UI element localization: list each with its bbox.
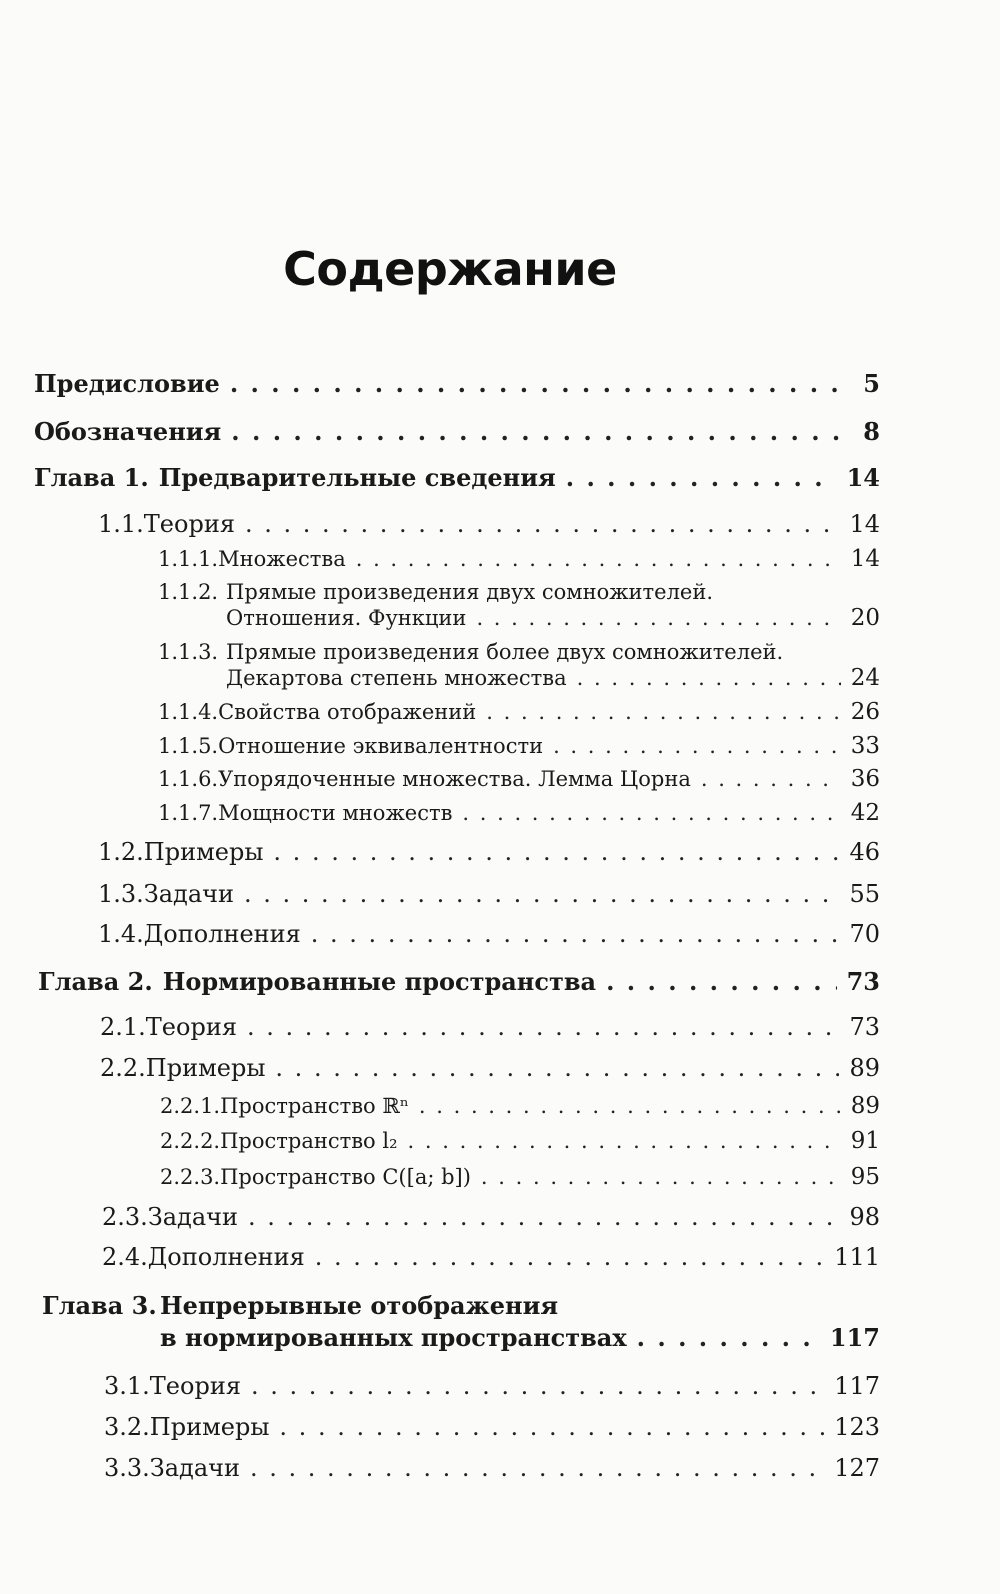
leader-dots bbox=[248, 1203, 839, 1231]
toc-section-1-1[interactable] bbox=[98, 510, 880, 538]
toc-section-2-4[interactable] bbox=[102, 1243, 880, 1271]
toc-page-number: 89 bbox=[850, 1093, 880, 1119]
leader-dots bbox=[251, 1372, 824, 1400]
toc-entry-label-line1: Непрерывные отображения bbox=[160, 1291, 559, 1320]
toc-section-3-2[interactable] bbox=[104, 1413, 880, 1441]
toc-page-number: 26 bbox=[850, 699, 880, 725]
toc-entry-label: Отношение эквивалентности bbox=[218, 734, 544, 758]
toc-entry-label: Предварительные сведения bbox=[158, 463, 556, 492]
leader-dots bbox=[577, 664, 841, 692]
toc-page-number: 55 bbox=[849, 880, 880, 908]
toc-entry-label: Пространство l₂ bbox=[220, 1129, 398, 1153]
toc-entry-label: в нормированных пространствах bbox=[160, 1323, 627, 1352]
toc-entry-number: Глава 1. bbox=[34, 463, 149, 492]
leader-dots bbox=[244, 880, 839, 908]
toc-entry-number: 1.1.6. bbox=[158, 767, 219, 791]
toc-entry-label-line1: Прямые произведения более двух сомножителей. bbox=[226, 640, 784, 664]
toc-page-number: 111 bbox=[834, 1243, 880, 1271]
toc-entry-label-line1: Прямые произведения двух сомножителей. bbox=[226, 580, 714, 604]
toc-subsection-1-1-3[interactable] bbox=[226, 664, 880, 692]
toc-entry-label: Нормированные пространства bbox=[162, 967, 597, 996]
leader-dots bbox=[311, 920, 840, 948]
toc-subsection-1-1-5[interactable] bbox=[158, 732, 880, 760]
toc-subsection-1-1-1[interactable] bbox=[158, 545, 880, 573]
toc-entry-number: 1.1.4. bbox=[158, 700, 219, 724]
toc-page-number: 20 bbox=[850, 605, 880, 631]
toc-chapter-3[interactable] bbox=[160, 1324, 880, 1352]
leader-dots bbox=[273, 838, 839, 866]
leader-dots bbox=[231, 418, 853, 446]
toc-entry-number: Глава 3. bbox=[42, 1291, 157, 1320]
toc-subsection-2-2-1[interactable] bbox=[160, 1092, 880, 1120]
toc-section-1-4[interactable] bbox=[98, 920, 880, 948]
toc-entry-number: 1.1.3. bbox=[158, 640, 219, 664]
toc-page-number: 95 bbox=[850, 1164, 880, 1190]
toc-entry-number: 2.4. bbox=[102, 1243, 148, 1271]
toc-entry-number: 1.1.5. bbox=[158, 734, 219, 758]
toc-page-number: 36 bbox=[850, 766, 880, 792]
toc-section-2-3[interactable] bbox=[102, 1203, 880, 1231]
toc-page-number: 24 bbox=[850, 665, 880, 691]
toc-page-number: 70 bbox=[849, 920, 880, 948]
toc-entry-number: 1.1.1. bbox=[158, 547, 219, 571]
toc-entry-label: Пространство ℝⁿ bbox=[220, 1094, 409, 1118]
leader-dots bbox=[486, 698, 840, 726]
toc-entry-label: Предисловие bbox=[34, 369, 220, 398]
toc-entry-label: Пространство C([a; b]) bbox=[220, 1165, 471, 1189]
toc-subsection-2-2-2[interactable] bbox=[160, 1127, 880, 1155]
toc-entry-label: Мощности множеств bbox=[218, 801, 453, 825]
toc-entry-number: 1.1.2. bbox=[158, 580, 219, 604]
leader-dots bbox=[637, 1324, 820, 1352]
toc-page-number: 117 bbox=[834, 1372, 880, 1400]
toc-entry-label: Теория bbox=[145, 1013, 237, 1041]
leader-dots bbox=[275, 1054, 839, 1082]
toc-entry-label: Примеры bbox=[145, 1054, 266, 1082]
toc-entry-number: 2.2.3. bbox=[160, 1165, 221, 1189]
toc-subsection-1-1-2[interactable] bbox=[226, 604, 880, 632]
toc-page-number: 42 bbox=[850, 800, 880, 826]
toc-entry-label: Задачи bbox=[147, 1203, 239, 1231]
toc-subsection-1-1-2-line1 bbox=[158, 578, 713, 606]
toc-page-number: 14 bbox=[850, 546, 880, 572]
toc-subsection-1-1-7[interactable] bbox=[158, 799, 880, 827]
toc-page-number: 14 bbox=[846, 463, 880, 492]
toc-page-number: 46 bbox=[849, 838, 880, 866]
toc-section-1-2[interactable] bbox=[98, 838, 880, 866]
toc-entry-number: 3.3. bbox=[104, 1454, 150, 1482]
toc-subsection-1-1-3-line1 bbox=[158, 638, 783, 666]
page-title: Содержание bbox=[283, 242, 617, 296]
toc-page-number: 73 bbox=[849, 1013, 880, 1041]
toc-section-3-3[interactable] bbox=[104, 1454, 880, 1482]
leader-dots bbox=[245, 510, 839, 538]
toc-page-number: 5 bbox=[863, 369, 880, 398]
toc-entry-preface[interactable] bbox=[34, 370, 880, 398]
leader-dots bbox=[566, 464, 837, 492]
toc-chapter-3-line1 bbox=[42, 1292, 558, 1320]
toc-section-3-1[interactable] bbox=[104, 1372, 880, 1400]
leader-dots bbox=[230, 370, 853, 398]
toc-subsection-1-1-6[interactable] bbox=[158, 765, 880, 793]
leader-dots bbox=[462, 799, 840, 827]
toc-entry-number: 3.1. bbox=[104, 1372, 150, 1400]
toc-entry-number: 1.3. bbox=[98, 880, 144, 908]
leader-dots bbox=[247, 1013, 839, 1041]
leader-dots bbox=[315, 1243, 824, 1271]
toc-entry-label: Дополнения bbox=[143, 920, 301, 948]
toc-entry-number: 2.2.2. bbox=[160, 1129, 221, 1153]
toc-entry-number: 2.2.1. bbox=[160, 1094, 221, 1118]
toc-page-number: 8 bbox=[863, 417, 880, 446]
toc-page-number: 98 bbox=[849, 1203, 880, 1231]
toc-entry-label: Свойства отображений bbox=[218, 700, 477, 724]
toc-entry-label: Примеры bbox=[143, 838, 264, 866]
toc-page-number: 91 bbox=[850, 1128, 880, 1154]
toc-entry-number: 2.1. bbox=[100, 1013, 146, 1041]
toc-entry-label: Упорядоченные множества. Лемма Цорна bbox=[218, 767, 691, 791]
toc-section-2-2[interactable] bbox=[100, 1054, 880, 1082]
leader-dots bbox=[419, 1092, 841, 1120]
toc-entry-number: 1.4. bbox=[98, 920, 144, 948]
leader-dots bbox=[250, 1454, 824, 1482]
toc-entry-label: Множества bbox=[218, 547, 346, 571]
toc-entry-label: Задачи bbox=[143, 880, 235, 908]
toc-entry-number: 1.2. bbox=[98, 838, 144, 866]
toc-entry-number: Глава 2. bbox=[38, 967, 153, 996]
toc-entry-label: Задачи bbox=[149, 1454, 241, 1482]
toc-page-number: 33 bbox=[850, 733, 880, 759]
toc-section-2-1[interactable] bbox=[100, 1013, 880, 1041]
toc-page-number: 123 bbox=[834, 1413, 880, 1441]
toc-entry-number: 2.3. bbox=[102, 1203, 148, 1231]
leader-dots bbox=[553, 732, 841, 760]
toc-entry-label: Отношения. Функции bbox=[226, 606, 467, 630]
toc-subsection-2-2-3[interactable] bbox=[160, 1163, 880, 1191]
toc-entry-label: Теория bbox=[149, 1372, 241, 1400]
toc-entry-number: 1.1. bbox=[98, 510, 144, 538]
toc-page-number: 14 bbox=[849, 510, 880, 538]
toc-entry-number: 1.1.7. bbox=[158, 801, 219, 825]
toc-chapter-1[interactable] bbox=[34, 464, 880, 492]
toc-entry-label: Дополнения bbox=[147, 1243, 305, 1271]
toc-page-number: 89 bbox=[849, 1054, 880, 1082]
toc-chapter-2[interactable] bbox=[38, 968, 880, 996]
leader-dots bbox=[481, 1163, 841, 1191]
toc-subsection-1-1-4[interactable] bbox=[158, 698, 880, 726]
toc-entry-number: 3.2. bbox=[104, 1413, 150, 1441]
leader-dots bbox=[279, 1413, 824, 1441]
leader-dots bbox=[356, 545, 841, 573]
toc-page-number: 127 bbox=[834, 1454, 880, 1482]
toc-entry-label: Обозначения bbox=[34, 417, 222, 446]
leader-dots bbox=[476, 604, 840, 632]
toc-entry-notation[interactable] bbox=[34, 418, 880, 446]
toc-page-number: 117 bbox=[829, 1323, 880, 1352]
toc-entry-label: Теория bbox=[143, 510, 235, 538]
leader-dots bbox=[408, 1127, 841, 1155]
toc-entry-label: Декартова степень множества bbox=[226, 666, 567, 690]
leader-dots bbox=[606, 968, 837, 996]
toc-entry-label: Примеры bbox=[149, 1413, 270, 1441]
toc-entry-number: 2.2. bbox=[100, 1054, 146, 1082]
leader-dots bbox=[701, 765, 841, 793]
toc-section-1-3[interactable] bbox=[98, 880, 880, 908]
toc-page-number: 73 bbox=[846, 967, 880, 996]
